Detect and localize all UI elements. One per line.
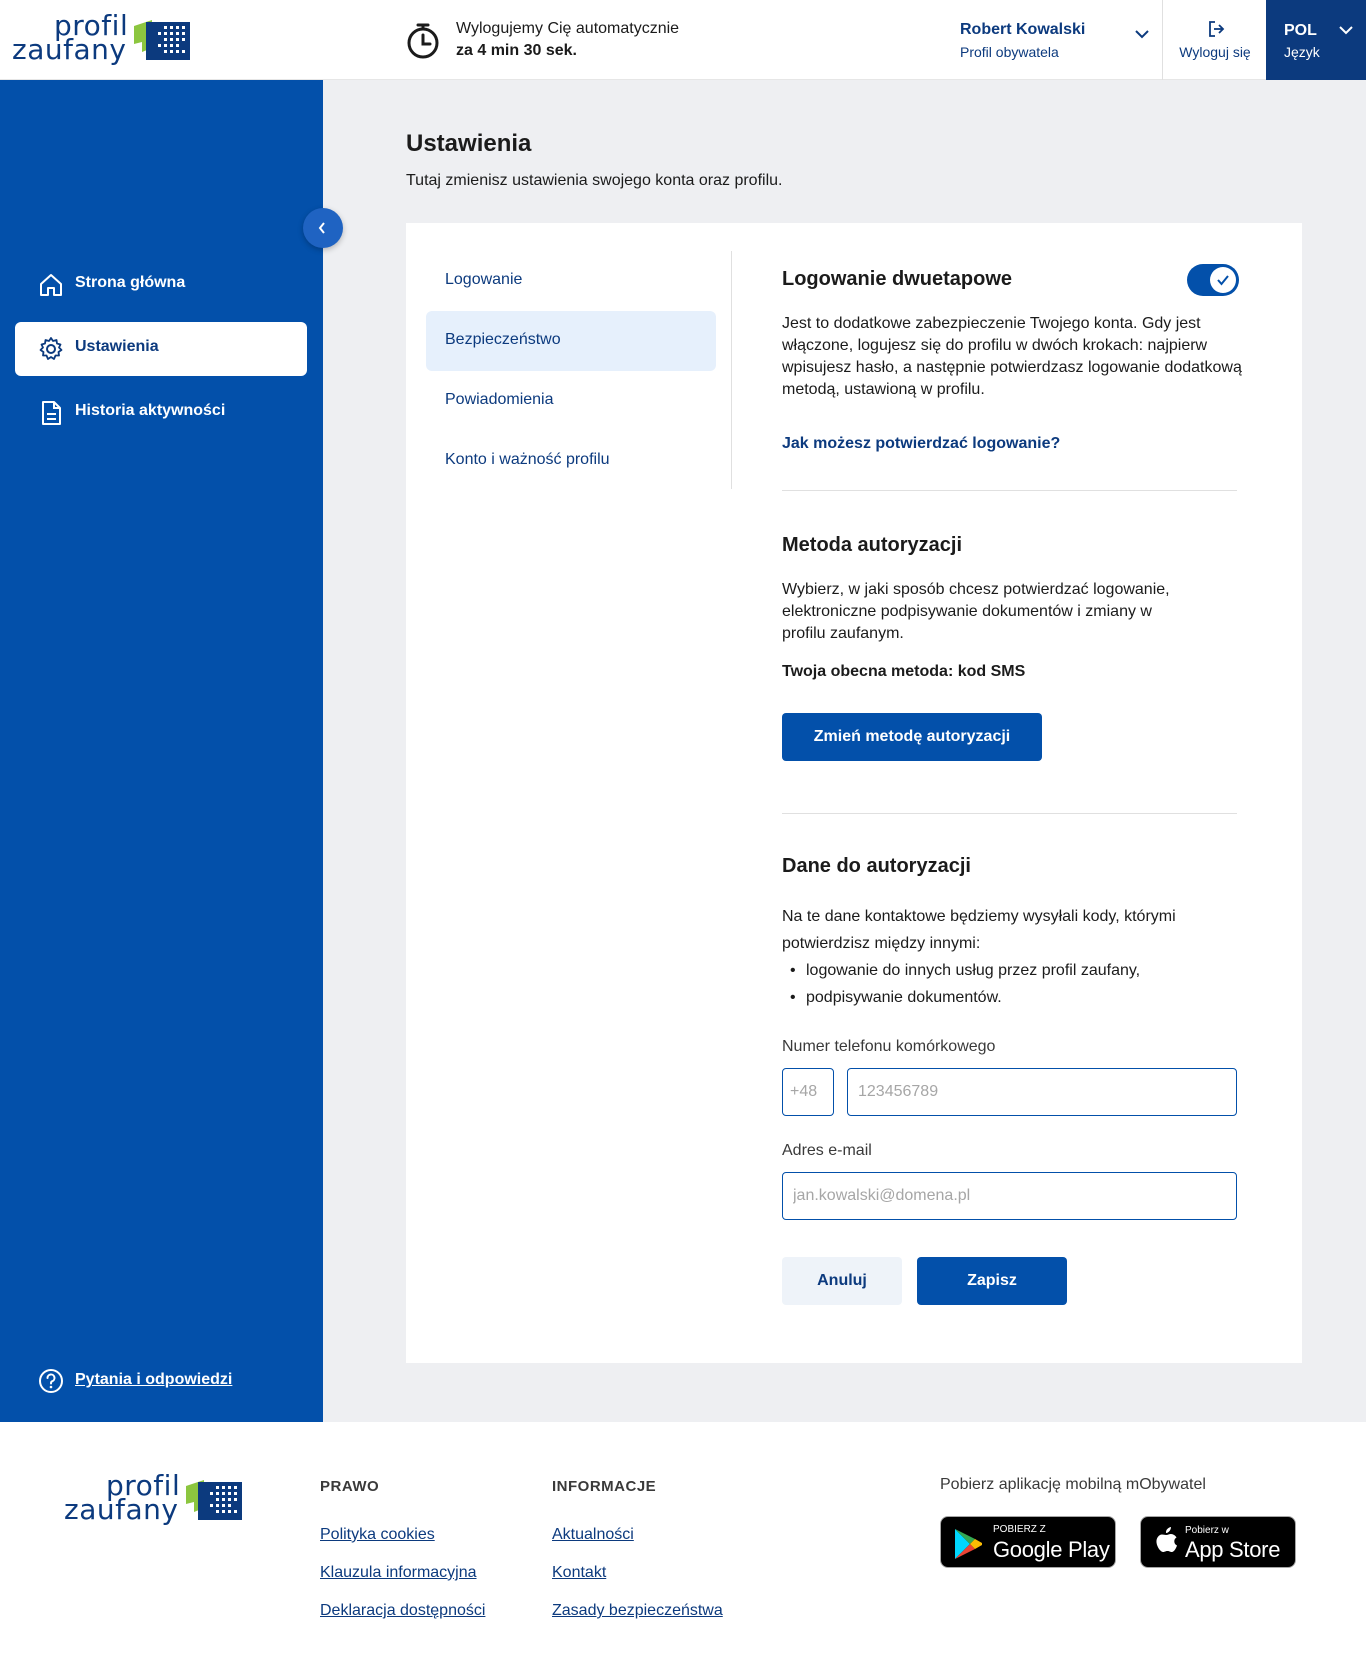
sidebar-item-label: Historia aktywności bbox=[75, 402, 226, 419]
sidebar-item-label: Strona główna bbox=[75, 274, 186, 291]
settings-subnav bbox=[406, 251, 732, 489]
session-timer bbox=[406, 18, 706, 62]
divider bbox=[782, 813, 1237, 814]
google-play-big-text: Google Play bbox=[993, 1537, 1110, 1562]
email-input[interactable] bbox=[782, 1172, 1237, 1220]
language-label: Język bbox=[1284, 44, 1320, 60]
language-code: POL bbox=[1284, 22, 1317, 39]
subnav-item-account-validity[interactable] bbox=[426, 431, 716, 491]
auth-method-title: Metoda autoryzacji bbox=[782, 534, 963, 556]
user-role: Profil obywatela bbox=[960, 44, 1059, 60]
current-auth-method: Twoja obecna metoda: kod SMS bbox=[782, 663, 1026, 680]
subnav-item-security[interactable] bbox=[426, 311, 716, 371]
logo-text-line1: profil bbox=[54, 9, 129, 42]
check-icon bbox=[1216, 273, 1230, 287]
timer-text: Wylogujemy Cię automatycznie bbox=[456, 20, 680, 37]
footer-link-information-clause[interactable]: Klauzula informacyjna bbox=[320, 1564, 477, 1581]
main-content bbox=[323, 80, 1366, 1422]
two-step-title: Logowanie dwuetapowe bbox=[782, 268, 1013, 290]
phone-label: Numer telefonu komórkowego bbox=[782, 1038, 996, 1055]
home-icon bbox=[38, 272, 64, 298]
sidebar-item-home[interactable] bbox=[15, 258, 307, 312]
list-item: • podpisywanie dokumentów. bbox=[788, 984, 1140, 1011]
gear-icon bbox=[38, 336, 64, 362]
chevron-down-icon bbox=[1134, 28, 1150, 40]
save-button[interactable]: Zapisz bbox=[917, 1257, 1067, 1305]
page-description: Tutaj zmienisz ustawienia swojego konta oraz profilu. bbox=[406, 172, 783, 189]
footer-link-accessibility[interactable]: Deklaracja dostępności bbox=[320, 1602, 486, 1619]
logout-button[interactable] bbox=[1162, 0, 1266, 80]
user-name: Robert Kowalski bbox=[960, 21, 1086, 38]
change-auth-method-button[interactable]: Zmień metodę autoryzacji bbox=[782, 713, 1042, 761]
app-store-big-text: App Store bbox=[1185, 1537, 1281, 1562]
two-step-description: Jest to dodatkowe zabezpieczenie Twojego konta. Gdy jest włączone, logujesz się do profilu w dwóch krokach: najpierw wpisujesz hasło, a następnie potwierdzasz logowanie dodatkową metodą, ustawioną w profilu. bbox=[782, 315, 1242, 398]
profil-zaufany-logo[interactable] bbox=[12, 9, 192, 68]
email-label: Adres e-mail bbox=[782, 1142, 872, 1159]
footer-law-title: PRAWO bbox=[320, 1478, 380, 1495]
subnav-item-notifications[interactable] bbox=[426, 371, 716, 431]
sidebar-item-settings[interactable] bbox=[15, 322, 307, 376]
footer-link-news[interactable]: Aktualności bbox=[552, 1526, 634, 1543]
logout-icon bbox=[1207, 20, 1225, 38]
logout-label: Wyloguj się bbox=[1179, 44, 1251, 60]
user-menu[interactable] bbox=[960, 18, 1150, 64]
subnav-item-label: Bezpieczeństwo bbox=[445, 331, 561, 348]
google-play-button[interactable] bbox=[940, 1516, 1116, 1568]
divider bbox=[782, 490, 1237, 491]
footer-logo[interactable] bbox=[64, 1469, 244, 1528]
logo-mark-icon bbox=[134, 20, 190, 60]
footer bbox=[0, 1422, 1366, 1674]
mobile-app-title: Pobierz aplikację mobilną mObywatel bbox=[940, 1476, 1206, 1493]
logo-text-line2: zaufany bbox=[64, 1493, 179, 1526]
google-play-icon bbox=[953, 1528, 983, 1560]
subnav-item-label: Powiadomienia bbox=[445, 391, 554, 408]
collapse-sidebar-button[interactable] bbox=[303, 208, 343, 248]
stopwatch-icon bbox=[406, 22, 440, 60]
apple-icon bbox=[1153, 1527, 1179, 1557]
app-store-small-text: Pobierz w bbox=[1185, 1525, 1229, 1536]
timer-countdown: za 4 min 30 sek. bbox=[456, 42, 577, 59]
footer-link-cookies[interactable]: Polityka cookies bbox=[320, 1526, 435, 1543]
subnav-item-login[interactable] bbox=[426, 251, 716, 311]
phone-number-input[interactable] bbox=[847, 1068, 1237, 1116]
auth-data-bullets bbox=[788, 957, 1140, 1011]
subnav-item-label: Konto i ważność profilu bbox=[445, 451, 610, 468]
language-selector[interactable] bbox=[1266, 0, 1366, 80]
chevron-down-icon bbox=[1338, 24, 1354, 36]
list-item: • logowanie do innych usług przez profil zaufany, bbox=[788, 957, 1140, 984]
phone-prefix-input[interactable] bbox=[782, 1068, 834, 1116]
sidebar-item-label: Ustawienia bbox=[75, 338, 159, 355]
page-title: Ustawienia bbox=[406, 130, 532, 157]
auth-method-description: Wybierz, w jaki sposób chcesz potwierdzać logowanie, elektroniczne podpisywanie dokumentów i zmiany w profilu zaufanym. bbox=[782, 581, 1170, 642]
sidebar bbox=[0, 80, 323, 1422]
cancel-button[interactable]: Anuluj bbox=[782, 1257, 902, 1305]
auth-data-description: Na te dane kontaktowe będziemy wysyłali kody, którymi potwierdzisz między innymi: bbox=[782, 908, 1176, 952]
google-play-small-text: POBIERZ Z bbox=[993, 1524, 1046, 1535]
chevron-left-icon bbox=[317, 221, 327, 235]
auth-data-title: Dane do autoryzacji bbox=[782, 855, 971, 877]
footer-link-contact[interactable]: Kontakt bbox=[552, 1564, 607, 1581]
document-icon bbox=[38, 400, 64, 426]
logo-mark-icon bbox=[186, 1480, 242, 1520]
two-step-toggle[interactable] bbox=[1187, 264, 1239, 296]
settings-card bbox=[406, 223, 1302, 1363]
app-store-button[interactable] bbox=[1140, 1516, 1296, 1568]
subnav-item-label: Logowanie bbox=[445, 271, 523, 288]
logo-text-line2: zaufany bbox=[12, 33, 127, 66]
top-header bbox=[0, 0, 1366, 80]
footer-info-title: INFORMACJE bbox=[552, 1478, 657, 1495]
sidebar-item-activity-history[interactable] bbox=[15, 386, 307, 440]
faq-label: Pytania i odpowiedzi bbox=[75, 1371, 233, 1388]
question-circle-icon bbox=[38, 1368, 64, 1394]
logo-text-line1: profil bbox=[106, 1469, 181, 1502]
how-to-confirm-login-link[interactable]: Jak możesz potwierdzać logowanie? bbox=[782, 435, 1061, 452]
footer-link-security-rules[interactable]: Zasady bezpieczeństwa bbox=[552, 1602, 723, 1619]
